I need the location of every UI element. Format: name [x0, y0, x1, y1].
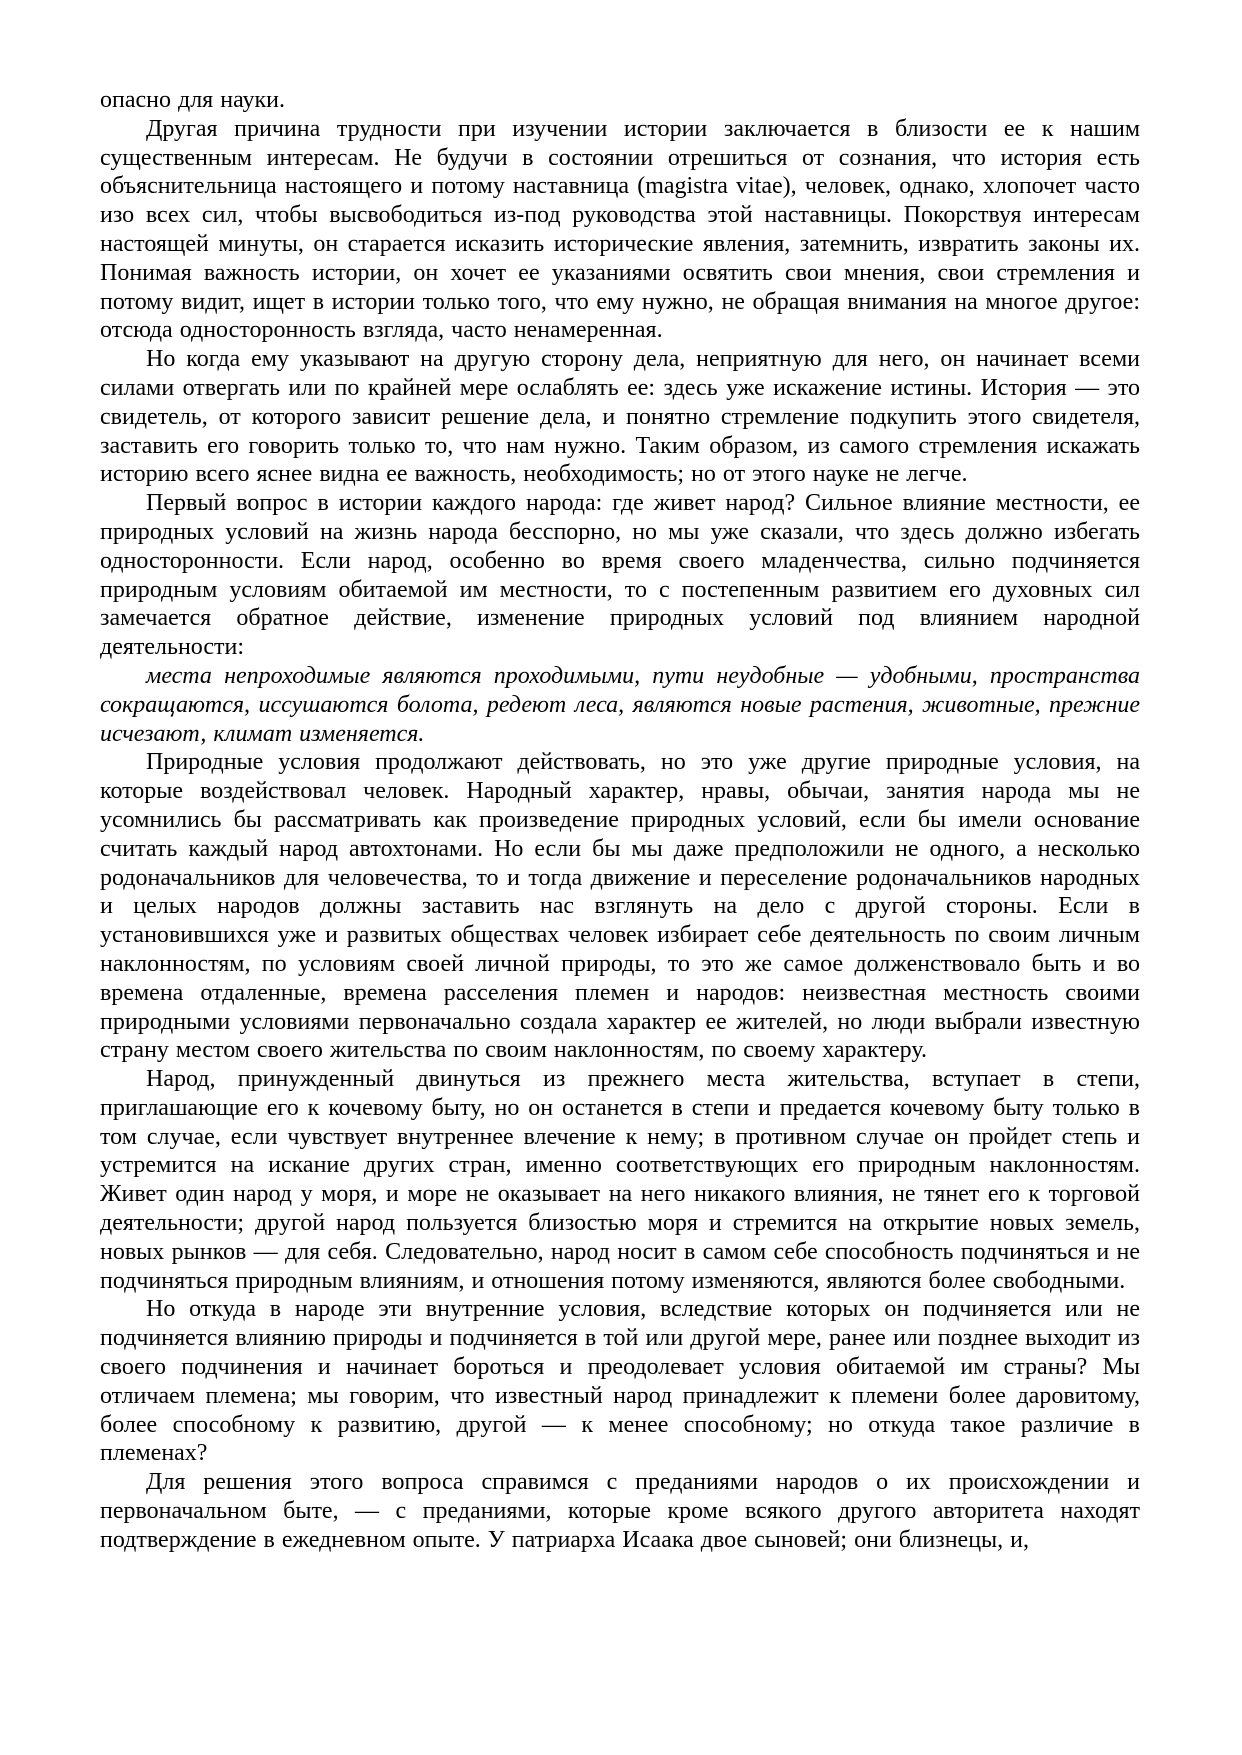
- paragraph: Народ, принужденный двинуться из прежнего места жительства, вступает в степи, приглашающие его к кочевому быту, но он останется в степи и предается кочевому быту только в том случае, если чувствует внутреннее влечение к нему; в противном случае он пройдет степь и устремится на искание других стран, именно соответствующих его природным наклонностям. Живет один народ у моря, и море не оказывает на него никакого влияния, не тянет его к торговой деятельности; другой народ пользуется близостью моря и стремится на открытие новых земель, новых рынков — для себя. Следовательно, народ носит в самом себе способность подчиняться и не подчиняться природным влияниям, и отношения потому изменяются, являются более свободными.: [100, 1066, 1140, 1294]
- paragraph: Природные условия продолжают действовать, но это уже другие природные условия, на которые воздействовал человек. Народный характер, нравы, обычаи, занятия народа мы не усомнились бы рассматривать как произведение природных условий, если бы имели основание считать каждый народ автохтонами. Но если бы мы даже предположили не одного, а несколько родоначальников для человечества, то и тогда движение и переселение родоначальников народных и целых народов должны заставить нас взглянуть на дело с другой стороны. Если в установившихся уже и развитых обществах человек избирает себе деятельность по своим личным наклонностям, по условиям своей личной природы, то это же самое долженствовало быть и во времена отдаленные, времена расселения племен и народов: неизвестная местность своими природными условиями первоначально создала характер ее жителей, но люди выбрали известную страну местом своего жительства по своим наклонностям, по своему характеру.: [100, 749, 1140, 1064]
- document-page: [100, 86, 1140, 1555]
- paragraph: Другая причина трудности при изучении истории заключается в близости ее к нашим существенным интересам. Не будучи в состоянии отрешиться от сознания, что история есть объяснительница настоящего и потому наставница (magistra vitae), человек, однако, хлопочет часто изо всех сил, чтобы высвободиться из-под руководства этой наставницы. Покорствуя интересам настоящей минуты, он старается исказить исторические явления, затемнить, извратить законы их. Понимая важность истории, он хочет ее указаниями освятить свои мнения, свои стремления и потому видит, ищет в истории только того, что ему нужно, не обращая внимания на многое другое: отсюда односторонность взгляда, часто ненамеренная.: [100, 115, 1140, 344]
- paragraph: места непроходимые являются проходимыми, пути неудобные — удобными, пространства сокращаются, иссушаются болота, редеют леса, являются новые растения, животные, прежние исчезают, климат изменяется.: [100, 662, 1140, 747]
- paragraph: Но откуда в народе эти внутренние условия, вследствие которых он подчиняется или не подчиняется влиянию природы и подчиняется в той или другой мере, ранее или позднее выходит из своего подчинения и начинает бороться и преодолевает условия обитаемой им страны? Мы отличаем племена; мы говорим, что известный народ принадлежит к племени более даровитому, более способному к развитию, другой — к менее способному; но откуда такое различие в племенах?: [100, 1296, 1140, 1467]
- paragraph: опасно для науки.: [100, 87, 285, 113]
- paragraph: Для решения этого вопроса справимся с преданиями народов о их происхождении и первоначальном быте, — с преданиями, которые кроме всякого другого авторитета находят подтверждение в ежедневном опыте. У патриарха Исаака двое сыновей; они близнецы, и,: [100, 1469, 1140, 1553]
- paragraph: Первый вопрос в истории каждого народа: где живет народ? Сильное влияние местности, ее природных условий на жизнь народа бесспорно, но мы уже сказали, что здесь должно избегать односторонности. Если народ, особенно во время своего младенчества, сильно подчиняется природным условиям обитаемой им местности, то с постепенным развитием его духовных сил замечается обратное действие, изменение природных условий под влиянием народной деятельности:: [100, 490, 1140, 661]
- text-block: [100, 86, 1140, 1555]
- paragraph: Но когда ему указывают на другую сторону дела, неприятную для него, он начинает всеми силами отвергать или по крайней мере ослаблять ее: здесь уже искажение истины. История — это свидетель, от которого зависит решение дела, и понятно стремление подкупить этого свидетеля, заставить его говорить только то, что нам нужно. Таким образом, из самого стремления искажать историю всего яснее видна ее важность, необходимость; но от этого науке не легче.: [100, 346, 1140, 488]
